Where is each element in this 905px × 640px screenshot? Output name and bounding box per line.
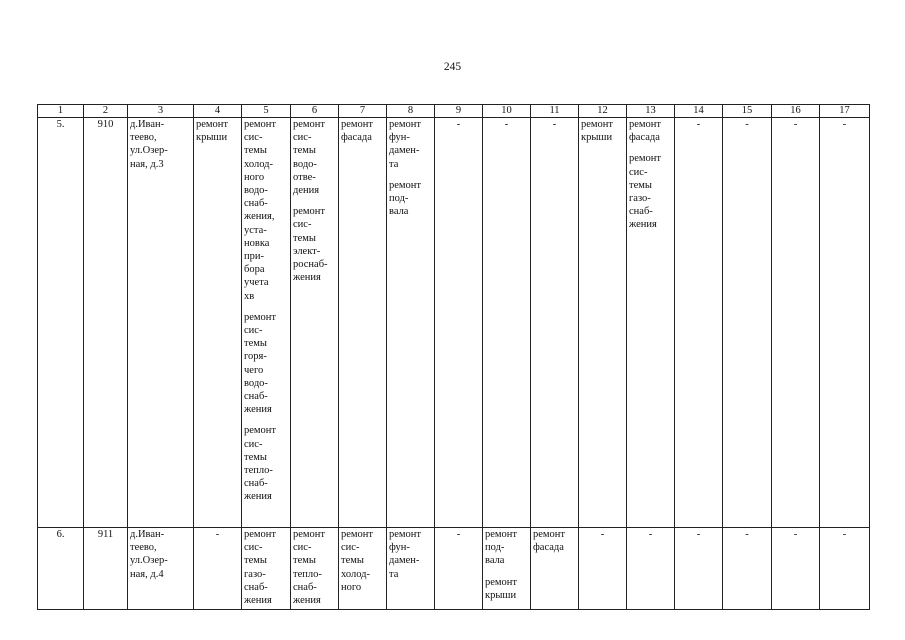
work-item-line: ремонт [485, 576, 518, 588]
column-header: 3 [128, 105, 194, 118]
work-item [196, 118, 239, 144]
work-item-line: под- [485, 542, 505, 554]
work-item-line: сис- [293, 542, 312, 554]
work-item-line: вала [485, 555, 505, 567]
work-item-line: роснаб- [293, 259, 328, 271]
table-row [38, 528, 870, 610]
work-item-line: тепло- [244, 465, 273, 477]
work-item-line: снаб- [629, 206, 653, 218]
work-item-line: ремонт [581, 119, 614, 130]
work-item-line: при- [244, 251, 264, 263]
work-item-line: крыши [196, 132, 228, 144]
work-item [341, 528, 384, 594]
work-item-line: дамен- [389, 145, 420, 157]
work-cell-4: - [194, 528, 242, 610]
work-item [244, 528, 288, 607]
work-item-line: газо- [629, 193, 651, 205]
row-number-cell: 5. [38, 118, 84, 528]
table-row [38, 118, 870, 528]
work-item [389, 179, 432, 219]
work-item [485, 576, 528, 602]
work-item-line: хв [244, 290, 255, 302]
column-header: 4 [194, 105, 242, 118]
work-item [389, 528, 432, 581]
address-cell [128, 528, 194, 610]
work-item-line: сис- [244, 132, 263, 144]
repair-plan-table [37, 104, 870, 610]
work-item-line: фасада [341, 132, 372, 144]
work-item-line: дения [293, 185, 320, 197]
work-cell-5 [242, 528, 291, 610]
column-header: 1 [38, 105, 84, 118]
work-cell-6 [291, 528, 339, 610]
work-item-line: жения [293, 272, 321, 284]
work-item-line: сис- [341, 542, 360, 554]
address-line: ная, д.3 [130, 158, 164, 170]
work-item-line: под- [389, 193, 409, 205]
work-item-line: жения [629, 219, 657, 231]
work-item-line: ремонт [293, 206, 326, 218]
address-line: ная, д.4 [130, 568, 164, 580]
work-item-line: темы [293, 555, 316, 567]
work-item [293, 205, 336, 284]
address-line: д.Иван- [130, 119, 165, 130]
work-item-line: горя- [244, 351, 267, 363]
work-item-line: ремонт [244, 311, 277, 323]
work-item-line: темы [244, 451, 267, 463]
work-item-line: темы [293, 145, 316, 157]
work-item-line: бора [244, 264, 265, 276]
work-item-line: сис- [629, 166, 648, 178]
work-cell-5 [242, 118, 291, 528]
work-cell-10: - [483, 118, 531, 528]
work-cell-13 [627, 118, 675, 528]
work-item-line: ремонт [533, 529, 566, 540]
work-item-line: жения [293, 595, 321, 607]
work-item-line: учета [244, 277, 269, 289]
work-item [389, 118, 432, 171]
work-item-line: дамен- [389, 555, 420, 567]
work-item-line: чего [244, 364, 264, 376]
work-item-line: снаб- [244, 478, 268, 490]
column-header: 7 [339, 105, 387, 118]
work-cell-8 [387, 118, 435, 528]
work-item-line: фун- [389, 542, 410, 554]
work-item-line: ремонт [244, 119, 277, 130]
work-item [341, 118, 384, 144]
column-header: 9 [435, 105, 483, 118]
work-item-line: сис- [293, 219, 312, 231]
address-line: теево, [130, 132, 157, 144]
work-item-line: ремонт [341, 529, 374, 540]
work-item-line: жения [244, 595, 272, 607]
work-item-line: ремонт [341, 119, 374, 130]
house-id-cell: 910 [84, 118, 128, 528]
work-item-line: темы [293, 232, 316, 244]
work-item-line: та [389, 568, 399, 580]
work-item-line: тепло- [293, 568, 322, 580]
work-cell-17: - [820, 528, 870, 610]
work-cell-14: - [675, 118, 723, 528]
work-item-line: сис- [244, 325, 263, 337]
work-item-line: ремонт [244, 529, 277, 540]
house-id-cell: 911 [84, 528, 128, 610]
work-item-line: темы [629, 179, 652, 191]
work-item-line: ремонт [629, 153, 662, 165]
column-header: 14 [675, 105, 723, 118]
work-item-line: фасада [533, 542, 564, 554]
work-item [629, 118, 672, 144]
work-cell-15: - [723, 528, 772, 610]
work-cell-15: - [723, 118, 772, 528]
work-item-line: снаб- [244, 198, 268, 210]
work-item-line: водо- [244, 185, 268, 197]
work-cell-12: - [579, 528, 627, 610]
work-item-line: холод- [341, 568, 370, 580]
work-item-line: темы [244, 555, 267, 567]
work-item [629, 152, 672, 231]
address-line: ул.Озер- [130, 145, 168, 157]
work-item-line: ремонт [244, 425, 277, 437]
work-cell-11 [531, 528, 579, 610]
work-item-line: газо- [244, 568, 266, 580]
work-item-line: ремонт [293, 529, 326, 540]
header-row [38, 105, 870, 118]
work-cell-16: - [772, 528, 820, 610]
work-cell-13: - [627, 528, 675, 610]
address-line: д.Иван- [130, 529, 165, 540]
work-item-line: новка [244, 237, 270, 249]
address-line: теево, [130, 542, 157, 554]
work-item-line: ремонт [389, 179, 422, 191]
work-item-line: ремонт [389, 529, 422, 540]
work-item-line: сис- [244, 542, 263, 554]
work-item-line: сис- [293, 132, 312, 144]
work-item-line: снаб- [293, 581, 317, 593]
row-number-cell: 6. [38, 528, 84, 610]
work-cell-9: - [435, 528, 483, 610]
work-item-line: жения [244, 404, 272, 416]
work-cell-4 [194, 118, 242, 528]
column-header: 12 [579, 105, 627, 118]
address-line: ул.Озер- [130, 555, 168, 567]
work-item-line: темы [244, 145, 267, 157]
column-header: 10 [483, 105, 531, 118]
work-item-line: жения [244, 491, 272, 503]
work-item-line: сис- [244, 438, 263, 450]
work-item-line: холод- [244, 158, 273, 170]
work-item-line: темы [341, 555, 364, 567]
column-header: 2 [84, 105, 128, 118]
work-cell-7 [339, 528, 387, 610]
work-item-line: ремонт [196, 119, 229, 130]
work-item [533, 528, 576, 554]
work-item-line: фасада [629, 132, 660, 144]
column-header: 11 [531, 105, 579, 118]
work-item [485, 528, 528, 568]
work-item-line: водо- [293, 158, 317, 170]
work-item-line: уста- [244, 224, 267, 236]
column-header: 8 [387, 105, 435, 118]
work-item-line: ного [341, 581, 362, 593]
table-body [38, 118, 870, 610]
work-item-line: ремонт [293, 119, 326, 130]
work-cell-10 [483, 528, 531, 610]
work-item-line: элект- [293, 245, 321, 257]
work-cell-8 [387, 528, 435, 610]
work-cell-11: - [531, 118, 579, 528]
work-item-line: ремонт [389, 119, 422, 130]
work-item-line: крыши [485, 589, 517, 601]
work-item-line: снаб- [244, 581, 268, 593]
work-item [293, 528, 336, 607]
column-header: 16 [772, 105, 820, 118]
work-item-line: жения, [244, 211, 275, 223]
work-cell-16: - [772, 118, 820, 528]
work-item-line: ремонт [629, 119, 662, 130]
work-cell-12 [579, 118, 627, 528]
work-cell-14: - [675, 528, 723, 610]
work-item [244, 118, 288, 303]
work-item-line: крыши [581, 132, 613, 144]
address-cell [128, 118, 194, 528]
column-header: 15 [723, 105, 772, 118]
work-cell-9: - [435, 118, 483, 528]
work-cell-17: - [820, 118, 870, 528]
work-item-line: ного [244, 171, 265, 183]
column-header: 13 [627, 105, 675, 118]
work-item-line: вала [389, 206, 409, 218]
column-header: 17 [820, 105, 870, 118]
work-cell-6 [291, 118, 339, 528]
work-item-line: отве- [293, 171, 316, 183]
work-item-line: фун- [389, 132, 410, 144]
work-item-line: ремонт [485, 529, 518, 540]
work-item [244, 424, 288, 503]
work-item-line: снаб- [244, 391, 268, 403]
work-item [581, 118, 624, 144]
page-number: 245 [443, 61, 462, 73]
work-item [244, 311, 288, 417]
column-header: 6 [291, 105, 339, 118]
work-item-line: та [389, 158, 399, 170]
work-item-line: темы [244, 338, 267, 350]
work-item-line: водо- [244, 377, 268, 389]
work-item [293, 118, 336, 197]
work-cell-7 [339, 118, 387, 528]
column-header: 5 [242, 105, 291, 118]
